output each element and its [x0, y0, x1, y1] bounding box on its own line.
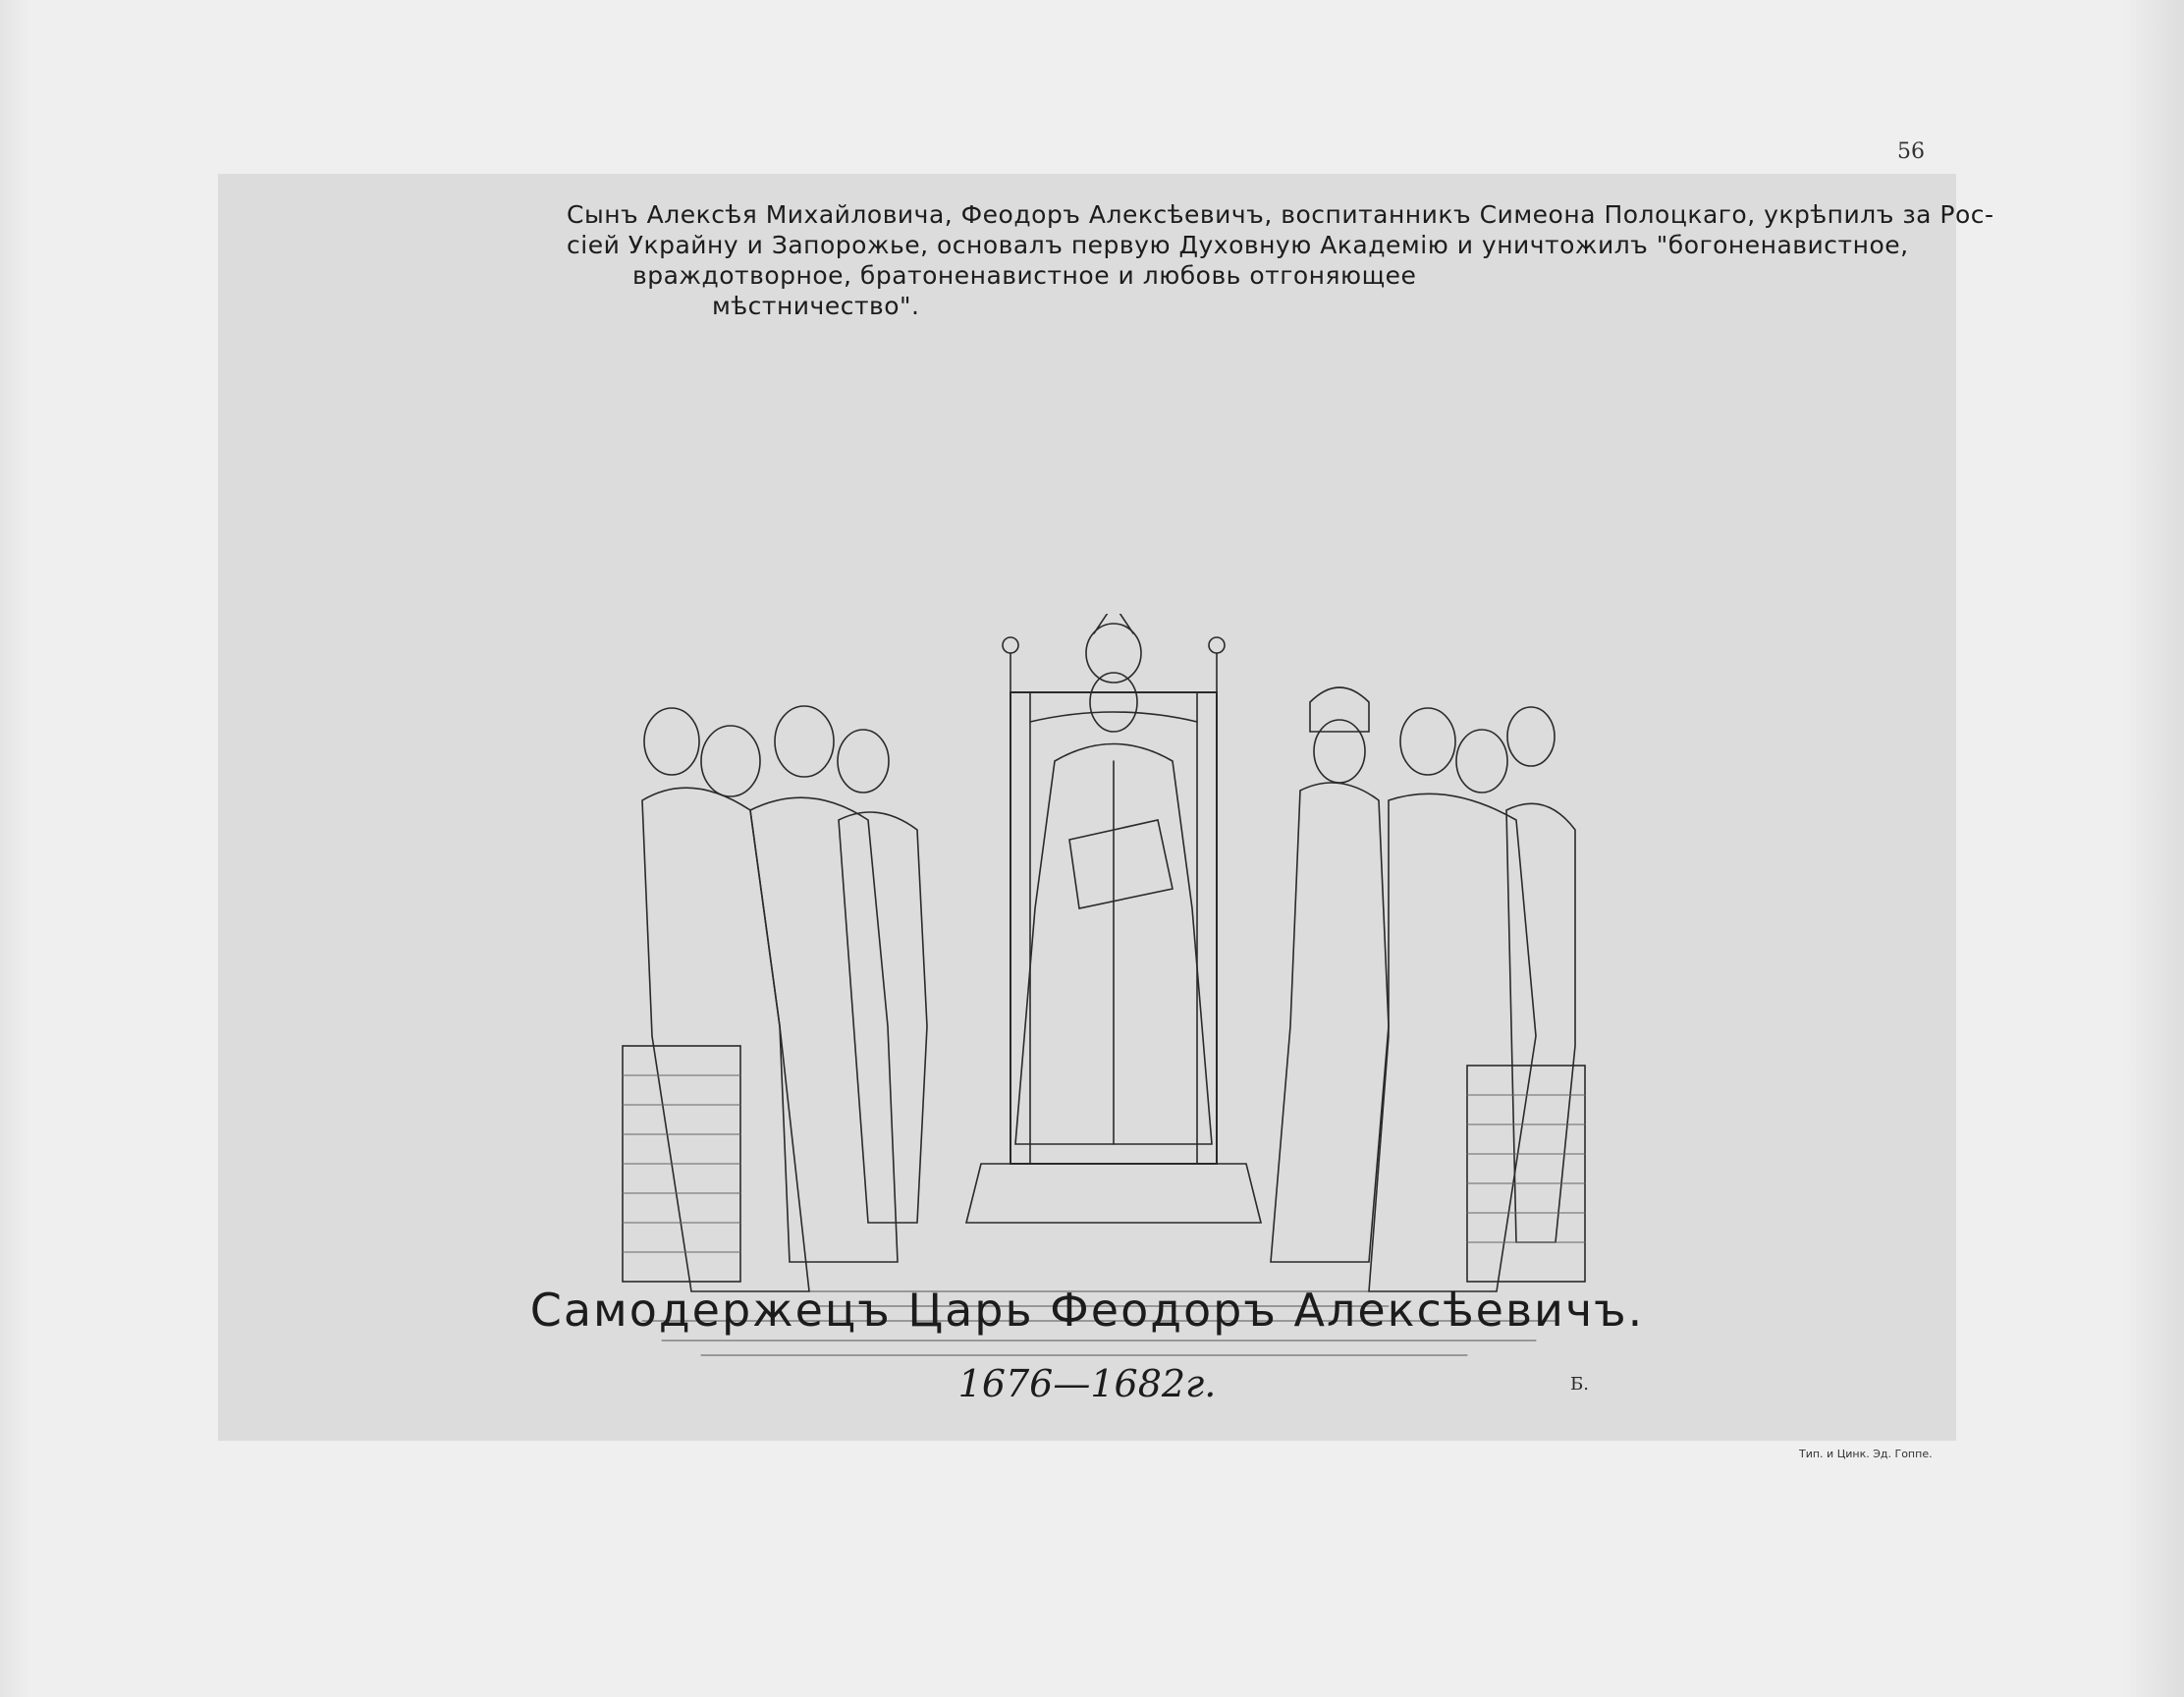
printer-imprint: Тип. и Цинк. Эд. Гоппе. — [1799, 1448, 1933, 1460]
caption-line-1: Сынъ Алексѣя Михайловича, Феодоръ Алексѣевичъ, воспитанникъ Симеона Полоцкаго, укрѣпилъ за Рос- — [567, 200, 1994, 229]
artist-signature: Б. — [1570, 1374, 1589, 1395]
caption-line-4: мѣстничество". — [712, 292, 920, 320]
reign-years: 1676—1682г. — [957, 1362, 1217, 1405]
right-clergy-group — [1271, 687, 1585, 1291]
tsar-figure — [1015, 614, 1212, 1164]
historical-caption — [567, 199, 1994, 321]
caption-line-2: сіей Украйну и Запорожье, основалъ первую Духовную Академію и уничтожилъ "богоненавистное, — [567, 231, 1909, 259]
left-boyars-group — [623, 706, 927, 1291]
illustration-plate — [218, 174, 1994, 1441]
plate-title: Самодержецъ Царь Феодоръ Алексѣевичъ. — [529, 1284, 1645, 1337]
caption-line-3: враждотворное, братоненавистное и любовь отгоняющее — [632, 261, 1417, 290]
tsar-council-engraving — [583, 614, 1614, 1399]
page-number: 56 — [1897, 139, 1925, 164]
page-edge-shadow — [2125, 0, 2184, 1697]
